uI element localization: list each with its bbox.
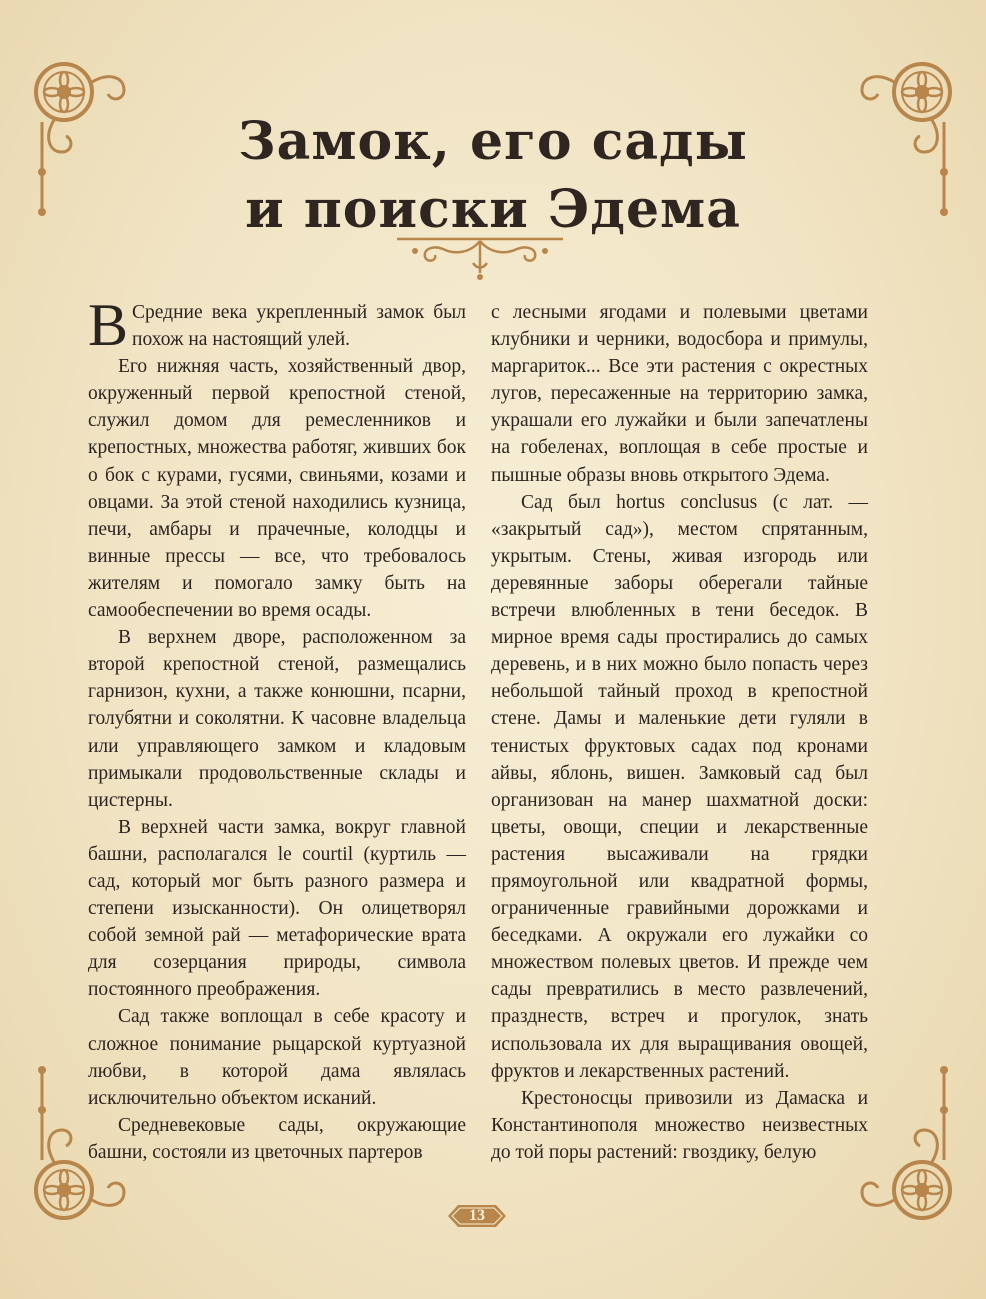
paragraph: В верхнем дворе, расположенном за второй крепостной стеной, размещались гарнизон, кухни, а также конюшни, псарни, голубятни и соколятни. К часовне владельца или управляющего замком и кладовым примыкали продовольственные склады и цистерны. — [88, 627, 466, 811]
page-title — [0, 108, 986, 244]
title-line-2: и поиски Эдема — [245, 179, 741, 240]
corner-ornament-bottom-right — [852, 1060, 962, 1230]
paragraph: Сад также воплощал в себе красоту и сложное понимание рыцарской куртуазной любви, в которой дама являлась исключительно объектом исканий. — [88, 1006, 466, 1109]
paragraph: с лесными ягодами и полевыми цветами клубники и черники, водосбора и примулы, маргариток... Все эти растения с окрестных лугов, пересаженные на территорию замка, украшали его лужайки и были запечатлены на гобеленах, воплощая в себе простые и пышные образы вновь открытого Эдема. — [491, 302, 868, 486]
paragraph: Средневековые сады, окружающие башни, состояли из цветочных партеров — [88, 1114, 466, 1163]
text-column-right — [491, 299, 868, 1166]
title-line-1: Замок, его сады — [238, 111, 748, 172]
drop-cap: В — [88, 292, 129, 358]
page-number-badge — [446, 1201, 508, 1231]
text-column-left — [88, 292, 466, 1166]
paragraph: В Средние века укрепленный замок был похож на настоящий улей. — [88, 292, 466, 358]
paragraph: В верхней части замка, вокруг главной башни, располагался le courtil (куртиль — сад, который мог быть разного размера и степени изысканности). Он олицетворял собой земной рай — метафорические врата для созерцания природы, символа постоянного преображения. — [88, 816, 466, 1001]
paragraph: Крестоносцы привозили из Дамаска и Константинополя множество неизвестных до той поры растений: гвоздику, белую — [491, 1087, 868, 1163]
page-number: 13 — [469, 1207, 485, 1224]
paragraph: Сад был hortus conclusus (с лат. — «закрытый сад»), местом спрятанным, укрытым. Стены, живая изгородь или деревянные заборы оберегали тайные встречи влюбленных в тени беседок. В мирное время сады простирались до самых деревень, и в них можно было попасть через небольшой тайный проход в крепостной стене. Дамы и маленькие дети гуляли в тенистых фруктовых садах под кронами айвы, яблонь, вишен. Замковый сад был организован на манер шахматной доски: цветы, овощи, специи и лекарственные растения высаживали на грядки прямоугольной или квадратной формы, ограниченные гравийными дорожками и беседками. А окружали его лужайки со множеством полевых цветов. И прежде чем сады превратились в место развлечений, празднеств, встреч и прогулок, знать использовала их для выращивания овощей, фруктов и лекарственных растений. — [491, 491, 868, 1082]
title-divider-ornament — [395, 233, 565, 287]
paragraph: Его нижняя часть, хозяйственный двор, окруженный первой крепостной стеной, служил домом для ремесленников и крепостных, множества работяг, живших бок о бок с курами, гусями, свиньями, козами и овцами. За этой стеной находились кузница, печи, амбары и прачечные, колодцы и винные прессы — все, что требовалось жителям и помогало замку быть на самообеспечении во время осады. — [88, 356, 466, 622]
